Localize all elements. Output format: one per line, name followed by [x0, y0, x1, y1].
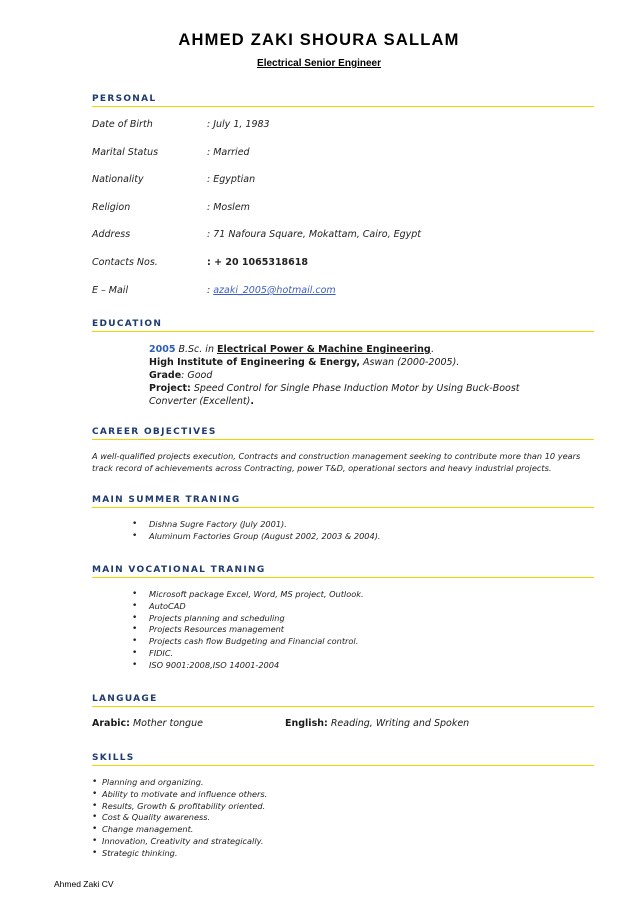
- cv-job-title: Electrical Senior Engineer: [257, 58, 381, 69]
- list-item: • Ability to motivate and influence others.: [92, 789, 267, 801]
- list-item: • Dishna Sugre Factory (July 2001).: [132, 519, 381, 531]
- list-item: • Planning and organizing.: [92, 777, 267, 789]
- personal-value-address: : 71 Nafoura Square, Mokattam, Cairo, Egypt: [207, 229, 422, 240]
- page-footer: Ahmed Zaki CV: [54, 879, 114, 889]
- education-degree: Electrical Power & Machine Engineering: [216, 344, 431, 355]
- list-item: • Innovation, Creativity and strategically.: [92, 836, 267, 848]
- personal-value-dob: : July 1, 1983: [207, 119, 270, 130]
- personal-value-email: [207, 285, 336, 296]
- list-item: • Cost & Quality awareness.: [92, 812, 267, 824]
- vocational-training-list: [132, 589, 364, 672]
- language-english: [285, 718, 469, 729]
- personal-label-marital: Marital Status: [92, 147, 159, 158]
- education-institute: High Institute of Engineering & Energy,: [149, 357, 360, 368]
- education-degree-line: [149, 343, 569, 356]
- list-item: • FIDIC.: [132, 648, 364, 660]
- email-link[interactable]: azaki_2005@hotmail.com: [213, 285, 336, 296]
- section-heading-language: LANGUAGE: [92, 694, 594, 707]
- list-item: • ISO 9001:2008,ISO 14001-2004: [132, 660, 364, 672]
- education-project-line: [149, 382, 569, 408]
- language-english-label: English:: [285, 718, 328, 729]
- personal-label-nationality: Nationality: [92, 174, 144, 185]
- education-grade-label: Grade: [149, 370, 182, 381]
- personal-value-marital: : Married: [207, 147, 250, 158]
- education-year: 2005: [149, 344, 176, 355]
- list-item: • Change management.: [92, 824, 267, 836]
- list-item: • Results, Growth & profitability oriented.: [92, 801, 267, 813]
- language-arabic: [92, 718, 203, 729]
- education-project-label: Project:: [149, 383, 191, 394]
- list-item: • Projects planning and scheduling: [132, 613, 364, 625]
- section-heading-education: EDUCATION: [92, 319, 594, 332]
- education-entry: [149, 343, 569, 408]
- personal-value-nationality: : Egyptian: [207, 174, 256, 185]
- language-english-value: Reading, Writing and Spoken: [327, 718, 470, 729]
- list-item: • Projects Resources management: [132, 624, 364, 636]
- education-institute-line: [149, 356, 569, 369]
- summer-training-list: [132, 519, 381, 543]
- skills-list: [92, 777, 267, 860]
- section-heading-career: CAREER OBJECTIVES: [92, 427, 594, 440]
- education-location: Aswan (2000-2005).: [360, 357, 460, 368]
- list-item: • AutoCAD: [132, 601, 364, 613]
- language-arabic-value: Mother tongue: [129, 718, 203, 729]
- personal-label-contacts: Contacts Nos.: [92, 257, 158, 268]
- education-degree-suffix: .: [430, 344, 434, 355]
- email-prefix: :: [207, 285, 214, 296]
- education-project-end: .: [250, 396, 254, 407]
- personal-label-religion: Religion: [92, 202, 131, 213]
- language-arabic-label: Arabic:: [92, 718, 130, 729]
- career-objectives-text: A well-qualified projects execution, Contracts and construction management seeking to contribute more than 10 years track record of achievements across Contracting, power T&D, operational sectors and heavy industrial projects.: [92, 451, 581, 473]
- personal-label-email: E – Mail: [92, 285, 129, 296]
- education-grade-value: : Good: [181, 370, 213, 381]
- personal-label-dob: Date of Birth: [92, 119, 153, 130]
- list-item: • Aluminum Factories Group (August 2002, 2003 & 2004).: [132, 531, 381, 543]
- personal-value-religion: : Moslem: [207, 202, 250, 213]
- section-heading-skills: SKILLS: [92, 753, 594, 766]
- section-heading-vocational-training: MAIN VOCATIONAL TRANING: [92, 565, 594, 578]
- education-project-value: Speed Control for Single Phase Induction Motor by Using Buck-Boost Converter (Excellent): [149, 383, 520, 407]
- education-grade-line: [149, 369, 569, 382]
- cv-name: AHMED ZAKI SHOURA SALLAM: [178, 31, 460, 49]
- list-item: • Strategic thinking.: [92, 848, 267, 860]
- education-degree-prefix: B.Sc. in: [175, 344, 217, 355]
- personal-value-contacts: : + 20 1065318618: [207, 257, 309, 268]
- section-heading-personal: PERSONAL: [92, 94, 594, 107]
- list-item: • Projects cash flow Budgeting and Financial control.: [132, 636, 364, 648]
- list-item: • Microsoft package Excel, Word, MS project, Outlook.: [132, 589, 364, 601]
- personal-label-address: Address: [92, 229, 131, 240]
- section-heading-summer-training: MAIN SUMMER TRANING: [92, 495, 594, 508]
